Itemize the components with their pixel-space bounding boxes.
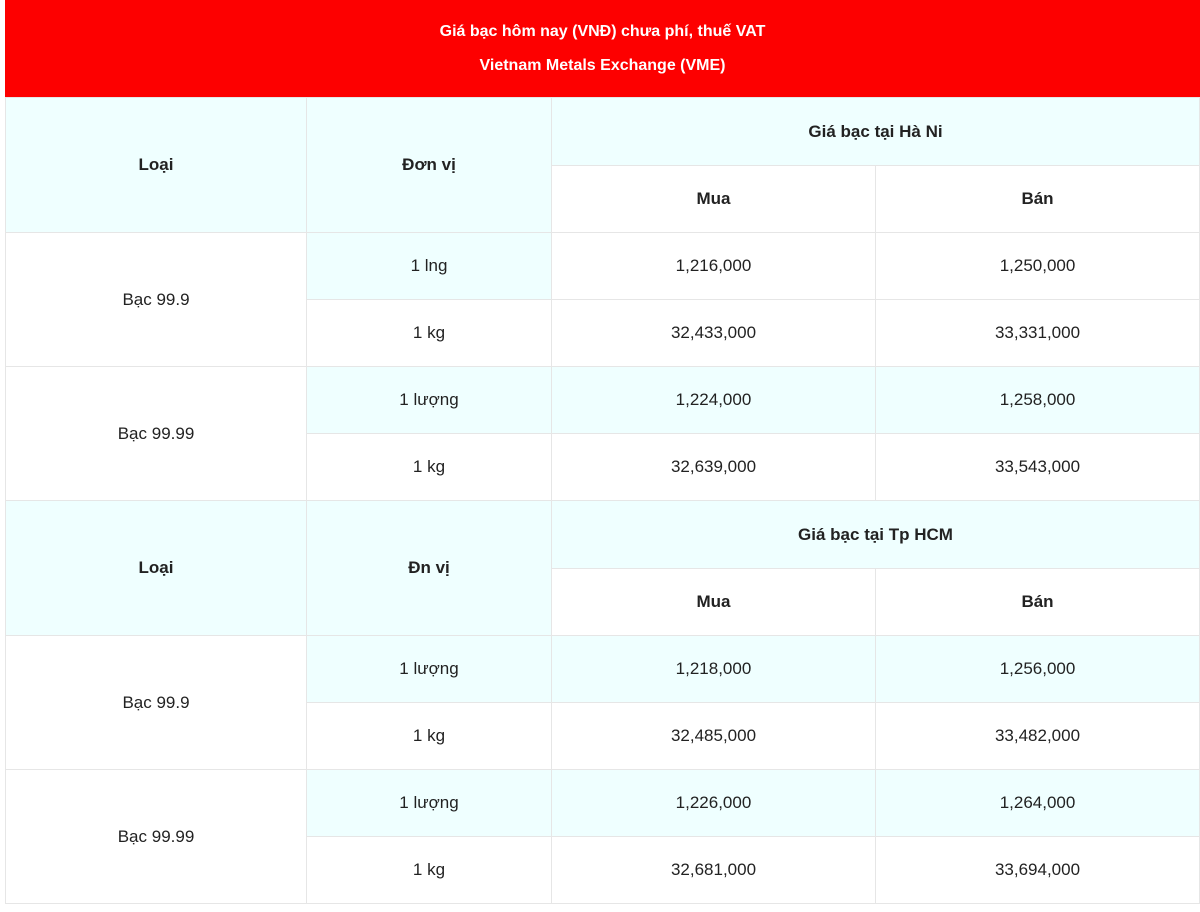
hanoi-header-row bbox=[6, 98, 1200, 166]
hcm-header-row bbox=[6, 501, 1200, 569]
col-unit-header: Đơn vị bbox=[307, 98, 552, 233]
sell-price-cell: 1,256,000 bbox=[876, 636, 1200, 703]
unit-cell: 1 lượng bbox=[307, 636, 552, 703]
table-row bbox=[6, 367, 1200, 434]
unit-cell: 1 kg bbox=[307, 434, 552, 501]
buy-price-cell: 32,485,000 bbox=[552, 703, 876, 770]
unit-cell: 1 lượng bbox=[307, 367, 552, 434]
unit-cell: 1 kg bbox=[307, 837, 552, 904]
buy-price-cell: 32,639,000 bbox=[552, 434, 876, 501]
sell-price-cell: 33,543,000 bbox=[876, 434, 1200, 501]
price-table bbox=[5, 97, 1200, 904]
sell-price-cell: 33,482,000 bbox=[876, 703, 1200, 770]
buy-price-cell: 1,218,000 bbox=[552, 636, 876, 703]
price-banner bbox=[5, 0, 1200, 97]
unit-cell: 1 kg bbox=[307, 300, 552, 367]
buy-price-cell: 32,681,000 bbox=[552, 837, 876, 904]
buy-price-cell: 1,226,000 bbox=[552, 770, 876, 837]
sell-price-cell: 33,694,000 bbox=[876, 837, 1200, 904]
silver-type-cell: Bạc 99.9 bbox=[6, 233, 307, 367]
silver-type-cell: Bạc 99.99 bbox=[6, 770, 307, 904]
table-row bbox=[6, 770, 1200, 837]
silver-type-cell: Bạc 99.9 bbox=[6, 636, 307, 770]
silver-type-cell: Bạc 99.99 bbox=[6, 367, 307, 501]
sell-header: Bán bbox=[876, 569, 1200, 636]
buy-price-cell: 1,216,000 bbox=[552, 233, 876, 300]
unit-cell: 1 lng bbox=[307, 233, 552, 300]
col-type-header: Loại bbox=[6, 501, 307, 636]
unit-cell: 1 kg bbox=[307, 703, 552, 770]
silver-price-widget bbox=[5, 0, 1200, 904]
buy-header: Mua bbox=[552, 569, 876, 636]
col-type-header: Loại bbox=[6, 98, 307, 233]
buy-price-cell: 32,433,000 bbox=[552, 300, 876, 367]
sell-price-cell: 1,250,000 bbox=[876, 233, 1200, 300]
hanoi-group-header: Giá bạc tại Hà Ni bbox=[552, 98, 1200, 166]
table-row bbox=[6, 636, 1200, 703]
hcm-group-header: Giá bạc tại Tp HCM bbox=[552, 501, 1200, 569]
buy-header: Mua bbox=[552, 166, 876, 233]
sell-header: Bán bbox=[876, 166, 1200, 233]
unit-cell: 1 lượng bbox=[307, 770, 552, 837]
buy-price-cell: 1,224,000 bbox=[552, 367, 876, 434]
banner-subtitle: Vietnam Metals Exchange (VME) bbox=[479, 56, 726, 74]
sell-price-cell: 1,258,000 bbox=[876, 367, 1200, 434]
sell-price-cell: 33,331,000 bbox=[876, 300, 1200, 367]
sell-price-cell: 1,264,000 bbox=[876, 770, 1200, 837]
banner-title: Giá bạc hôm nay (VNĐ) chưa phí, thuế VAT bbox=[439, 22, 766, 40]
table-row bbox=[6, 233, 1200, 300]
col-unit-header: Đn vị bbox=[307, 501, 552, 636]
